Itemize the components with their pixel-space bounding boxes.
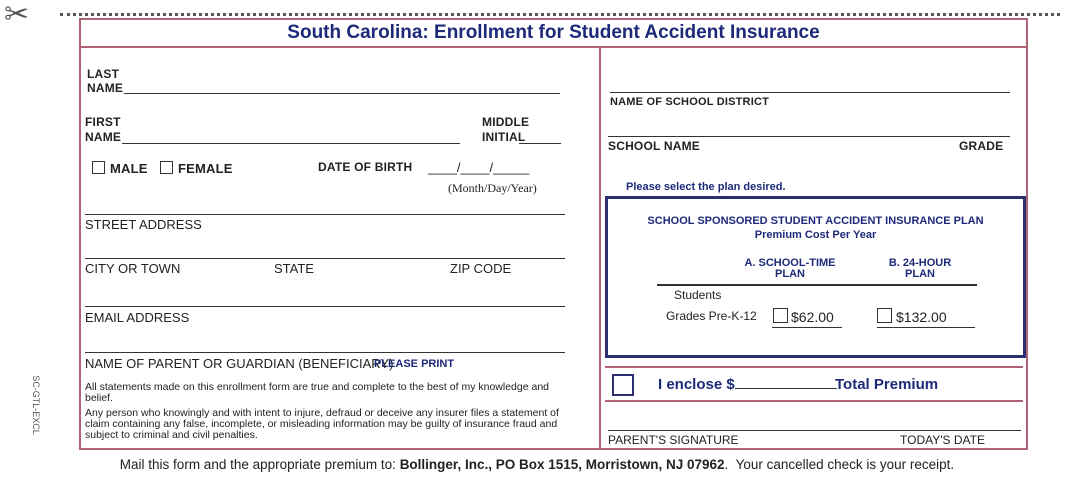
- first-name-label: FIRST NAME: [85, 115, 122, 144]
- plan-a-option[interactable]: [773, 308, 834, 325]
- grade-label: GRADE: [959, 139, 1004, 153]
- total-premium-label: Total Premium: [835, 376, 939, 393]
- enclose-top-rule: [605, 366, 1023, 368]
- school-field[interactable]: [608, 136, 1010, 137]
- enclose-bottom-rule: [605, 400, 1023, 402]
- plan-a-header: A. SCHOOL-TIME PLAN: [744, 257, 836, 280]
- side-code: SC-GTL-EXCL: [31, 375, 41, 435]
- signature-field[interactable]: [608, 430, 1021, 431]
- statement-truth: All statements made on this enrollment form are true and complete to the best of my knowledge and belief.: [85, 381, 549, 404]
- school-label: SCHOOL NAME: [608, 139, 700, 153]
- dob-format: (Month/Day/Year): [448, 181, 537, 195]
- last-name-field[interactable]: [124, 93, 560, 94]
- middle-initial-label: MIDDLE INITIAL: [482, 115, 530, 144]
- plan-header-rule: [657, 284, 977, 286]
- footer-note: Mail this form and the appropriate premium to: Bollinger, Inc., PO Box 1515, Morristown, NJ 07962. Your cancelled check is your receipt.: [119, 457, 955, 472]
- male-option[interactable]: MALE: [92, 161, 148, 176]
- signature-label: PARENT'S SIGNATURE: [608, 433, 739, 447]
- plan-b-price: $132.00: [896, 309, 947, 325]
- plan-b-rule: [877, 327, 975, 328]
- footer-address: Bollinger, Inc., PO Box 1515, Morristown, NJ 07962: [399, 457, 725, 472]
- statement-fraud: Any person who knowingly and with intent to injure, defraud or deceive any insurer files a statement of claim containing any false, incomplete, or misleading information may be guilty of insurance fraud and subject to criminal and civil penalties.: [85, 407, 559, 441]
- plan-b-checkbox[interactable]: [877, 308, 892, 323]
- dob-label: DATE OF BIRTH: [318, 160, 413, 174]
- plan-a-checkbox[interactable]: [773, 308, 788, 323]
- street-label: STREET ADDRESS: [85, 217, 202, 232]
- city-state-zip-field[interactable]: [85, 258, 565, 259]
- plan-title: SCHOOL SPONSORED STUDENT ACCIDENT INSURANCE PLAN Premium Cost Per Year: [647, 215, 984, 241]
- plan-b-option[interactable]: [877, 308, 947, 325]
- district-label: NAME OF SCHOOL DISTRICT: [610, 96, 770, 108]
- state-label: STATE: [274, 261, 314, 276]
- students-label: Students: [674, 288, 722, 302]
- cut-line: [60, 13, 1060, 16]
- scissors-icon: ✂: [4, 0, 30, 32]
- parent-label: NAME OF PARENT OR GUARDIAN (BENEFICIARY): [85, 356, 394, 371]
- grades-label: Grades Pre-K-12: [666, 309, 757, 323]
- female-option[interactable]: FEMALE: [160, 161, 233, 176]
- please-print-note: PLEASE PRINT: [374, 358, 455, 370]
- email-label: EMAIL ADDRESS: [85, 310, 190, 325]
- column-divider: [599, 48, 601, 450]
- male-checkbox[interactable]: [92, 161, 105, 174]
- middle-initial-field[interactable]: [519, 143, 561, 144]
- enclose-label: I enclose $: [658, 376, 837, 393]
- first-name-field[interactable]: [122, 143, 460, 144]
- dob-field[interactable]: ____/____/_____: [428, 160, 530, 175]
- email-field[interactable]: [85, 306, 565, 307]
- parent-field[interactable]: [85, 352, 565, 353]
- date-label: TODAY'S DATE: [900, 433, 985, 447]
- select-plan-note: Please select the plan desired.: [626, 181, 786, 193]
- plan-b-header: B. 24-HOUR PLAN: [888, 257, 952, 280]
- enclose-amount-field[interactable]: [735, 376, 837, 389]
- female-checkbox[interactable]: [160, 161, 173, 174]
- form-title: South Carolina: Enrollment for Student Accident Insurance: [79, 18, 1028, 48]
- plan-a-price: $62.00: [791, 309, 834, 325]
- enclose-checkbox[interactable]: [612, 374, 634, 396]
- city-label: CITY OR TOWN: [85, 261, 181, 276]
- district-field[interactable]: [610, 92, 1010, 93]
- street-field[interactable]: [85, 214, 565, 215]
- zip-label: ZIP CODE: [450, 261, 512, 276]
- plan-a-rule: [772, 327, 842, 328]
- last-name-label: LAST NAME: [87, 67, 124, 95]
